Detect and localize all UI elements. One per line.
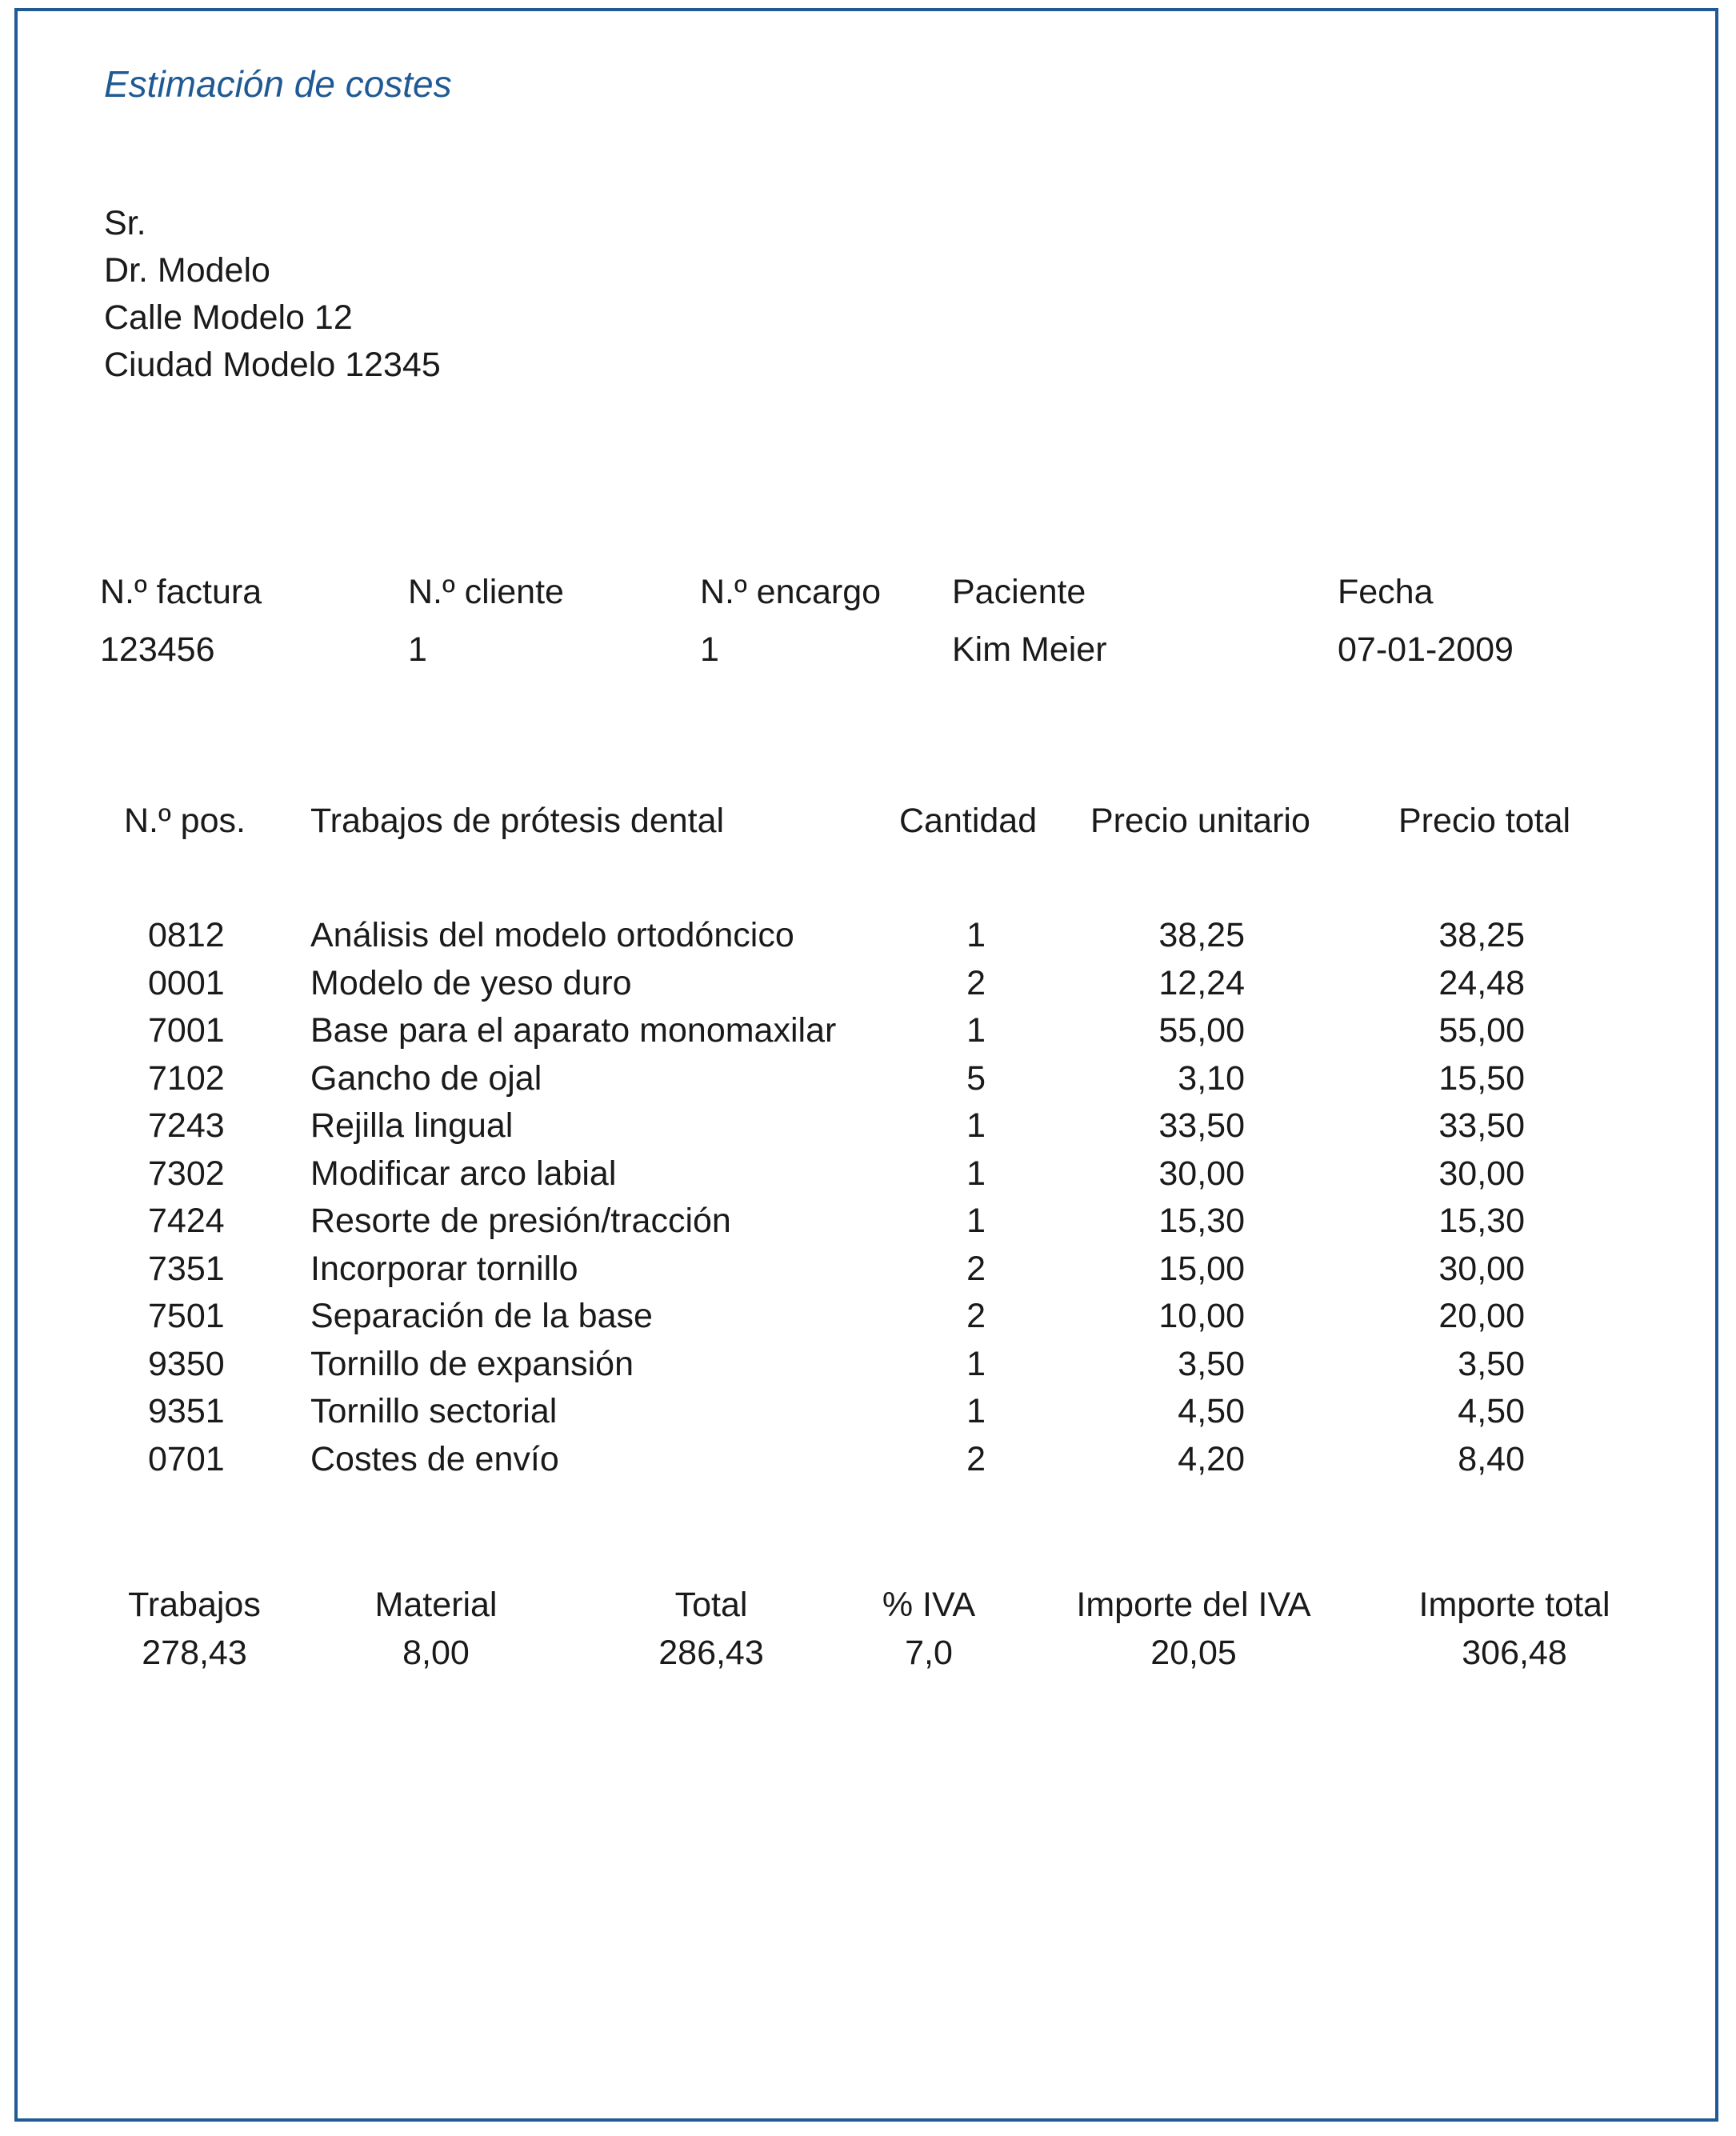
item-unit-price: 12,24 xyxy=(1158,963,1245,1002)
item-description: Resorte de presión/tracción xyxy=(310,1202,731,1240)
item-pos: 0001 xyxy=(148,963,225,1002)
items-header-description: Trabajos de prótesis dental xyxy=(310,802,725,840)
document-title: Estimación de costes xyxy=(104,63,452,105)
item-total-price: 20,00 xyxy=(1438,1297,1525,1335)
item-description: Incorporar tornillo xyxy=(310,1249,578,1288)
client-number-value: 1 xyxy=(408,630,427,669)
date-value: 07-01-2009 xyxy=(1338,630,1514,669)
item-pos: 9350 xyxy=(148,1344,225,1383)
invoice-number-header: N.º factura xyxy=(100,573,262,611)
item-pos: 7243 xyxy=(148,1106,225,1145)
item-total-price: 30,00 xyxy=(1438,1249,1525,1288)
address-line: Dr. Modelo xyxy=(104,251,270,290)
client-number-header: N.º cliente xyxy=(408,573,564,611)
item-description: Modificar arco labial xyxy=(310,1154,617,1193)
item-quantity: 2 xyxy=(966,1439,986,1478)
item-pos: 0701 xyxy=(148,1439,225,1478)
item-unit-price: 10,00 xyxy=(1158,1297,1245,1335)
item-quantity: 1 xyxy=(966,916,986,954)
item-pos: 9351 xyxy=(148,1392,225,1430)
item-unit-price: 38,25 xyxy=(1158,916,1245,954)
item-total-price: 24,48 xyxy=(1438,963,1525,1002)
item-total-price: 15,50 xyxy=(1438,1058,1525,1098)
item-description: Rejilla lingual xyxy=(310,1106,514,1145)
item-quantity: 1 xyxy=(966,1392,986,1430)
items-header-pos: N.º pos. xyxy=(124,802,246,840)
totals-value-vat-rate: 7,0 xyxy=(905,1634,953,1672)
date-header: Fecha xyxy=(1338,573,1434,611)
totals-header-material: Material xyxy=(374,1586,498,1624)
item-unit-price: 55,00 xyxy=(1158,1011,1245,1050)
item-pos: 7501 xyxy=(148,1297,225,1335)
item-unit-price: 3,50 xyxy=(1178,1344,1245,1383)
item-total-price: 30,00 xyxy=(1438,1154,1525,1193)
item-unit-price: 3,10 xyxy=(1178,1058,1245,1098)
item-quantity: 1 xyxy=(966,1344,986,1383)
address-line: Calle Modelo 12 xyxy=(104,298,353,337)
item-total-price: 3,50 xyxy=(1458,1344,1525,1383)
order-number-header: N.º encargo xyxy=(700,573,882,611)
item-quantity: 1 xyxy=(966,1011,986,1050)
item-total-price: 38,25 xyxy=(1438,916,1525,954)
item-unit-price: 4,20 xyxy=(1178,1439,1245,1478)
item-description: Base para el aparato monomaxilar xyxy=(310,1011,837,1050)
item-description: Gancho de ojal xyxy=(310,1058,542,1098)
item-quantity: 1 xyxy=(966,1154,986,1193)
item-unit-price: 15,00 xyxy=(1158,1249,1245,1288)
item-quantity: 5 xyxy=(966,1058,986,1098)
item-unit-price: 33,50 xyxy=(1158,1106,1245,1145)
item-quantity: 1 xyxy=(966,1106,986,1145)
totals-value-grand-total: 306,48 xyxy=(1462,1634,1567,1672)
item-pos: 7302 xyxy=(148,1154,225,1193)
item-description: Análisis del modelo ortodóncico xyxy=(310,916,794,954)
item-description: Costes de envío xyxy=(310,1439,559,1478)
item-unit-price: 15,30 xyxy=(1158,1202,1245,1240)
address-line: Sr. xyxy=(104,204,146,242)
items-header-unit-price: Precio unitario xyxy=(1090,802,1310,840)
items-header-total-price: Precio total xyxy=(1398,802,1571,840)
item-quantity: 2 xyxy=(966,963,986,1002)
item-unit-price: 4,50 xyxy=(1178,1392,1245,1430)
item-total-price: 8,40 xyxy=(1458,1439,1525,1478)
item-description: Modelo de yeso duro xyxy=(310,963,632,1002)
item-quantity: 1 xyxy=(966,1202,986,1240)
item-quantity: 2 xyxy=(966,1249,986,1288)
item-unit-price: 30,00 xyxy=(1158,1154,1245,1193)
item-total-price: 15,30 xyxy=(1438,1202,1525,1240)
order-number-value: 1 xyxy=(700,630,719,669)
totals-header-vat-amount: Importe del IVA xyxy=(1076,1586,1311,1624)
item-total-price: 55,00 xyxy=(1438,1011,1525,1050)
totals-header-vat-rate: % IVA xyxy=(882,1586,976,1624)
totals-header-grand-total: Importe total xyxy=(1418,1586,1610,1624)
totals-header-total: Total xyxy=(674,1586,748,1624)
item-pos: 7351 xyxy=(148,1249,225,1288)
address-line: Ciudad Modelo 12345 xyxy=(104,346,441,384)
items-header-quantity: Cantidad xyxy=(899,802,1038,840)
totals-value-work: 278,43 xyxy=(142,1634,247,1672)
item-description: Tornillo sectorial xyxy=(310,1392,558,1430)
patient-header: Paciente xyxy=(952,573,1086,611)
totals-value-vat-amount: 20,05 xyxy=(1150,1634,1237,1672)
item-description: Separación de la base xyxy=(310,1297,653,1335)
item-pos: 7424 xyxy=(148,1202,225,1240)
item-total-price: 33,50 xyxy=(1438,1106,1525,1145)
patient-value: Kim Meier xyxy=(952,630,1107,669)
item-pos: 0812 xyxy=(148,916,225,954)
invoice-number-value: 123456 xyxy=(100,630,215,669)
totals-header-work: Trabajos xyxy=(128,1586,261,1624)
item-total-price: 4,50 xyxy=(1458,1392,1525,1430)
recipient-address xyxy=(104,200,441,389)
item-pos: 7001 xyxy=(148,1011,225,1050)
totals-value-material: 8,00 xyxy=(402,1634,470,1672)
item-quantity: 2 xyxy=(966,1297,986,1335)
totals-value-total: 286,43 xyxy=(658,1634,764,1672)
item-description: Tornillo de expansión xyxy=(310,1344,634,1383)
item-pos: 7102 xyxy=(148,1058,225,1098)
